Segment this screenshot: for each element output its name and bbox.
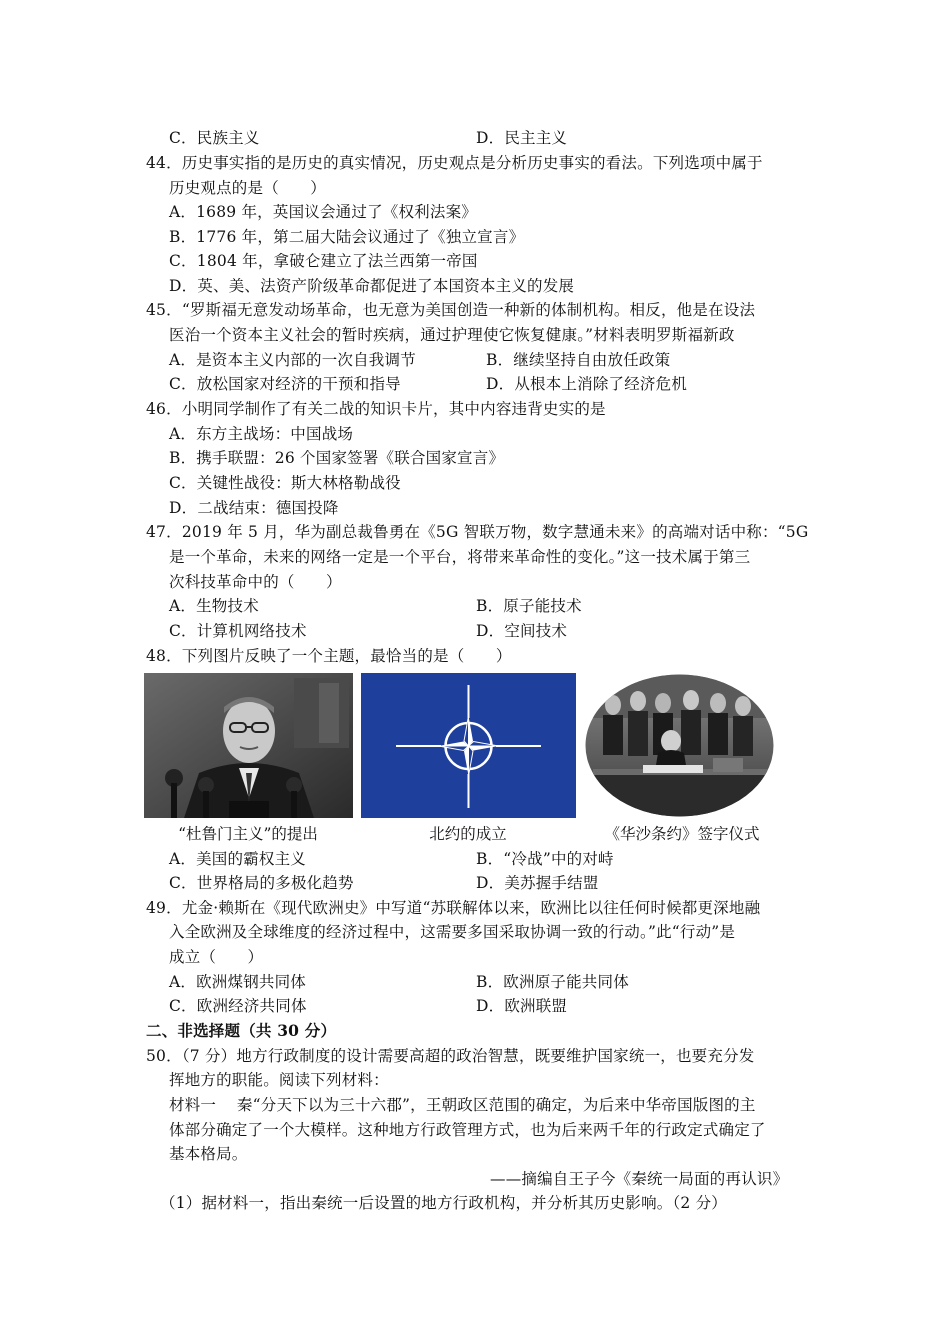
q47-stem: 47．2019 年 5 月，华为副总裁鲁勇在《5G 智联万物，数字慧通未来》的高端对话中称：“5G — [146, 523, 809, 541]
q44-stem: 44．历史事实指的是历史的真实情况，历史观点是分析历史事实的看法。下列选项中属于 — [146, 154, 763, 172]
caption-truman-doctrine: “杜鲁门主义”的提出 — [178, 825, 318, 843]
nato-flag — [361, 673, 576, 818]
q47-option-c: C．计算机网络技术 — [169, 622, 307, 640]
q47-option-a: A．生物技术 — [169, 597, 259, 615]
q47-option-b: B．原子能技术 — [476, 597, 582, 615]
q43-option-d: D．民主主义 — [476, 129, 568, 147]
q49-stem: 49．尤金·赖斯在《现代欧洲史》中写道“苏联解体以来，欧洲比以往任何时候都更深地融 — [146, 899, 761, 917]
q50-source: ——摘编自王子今《秦统一局面的再认识》 — [490, 1170, 789, 1188]
q47-stem-cont: 是一个革命，未来的网络一定是一个平台，将带来革命性的变化。”这一技术属于第三 — [169, 548, 751, 566]
q49-option-d: D．欧洲联盟 — [476, 997, 568, 1015]
q48-option-b: B．“冷战”中的对峙 — [476, 850, 614, 868]
q49-stem-cont2: 成立（ ） — [169, 948, 264, 966]
q45-stem-cont: 医治一个资本主义社会的暂时疾病，通过护理使它恢复健康。”材料表明罗斯福新政 — [169, 326, 735, 344]
q44-stem-cont: 历史观点的是（ ） — [169, 179, 327, 197]
warsaw-pact-photo — [583, 673, 776, 818]
q46-option-b: B．携手联盟：26 个国家签署《联合国家宣言》 — [169, 449, 505, 467]
caption-nato-founding: 北约的成立 — [429, 825, 507, 843]
q50-subquestion-1: （1）据材料一，指出秦统一后设置的地方行政机构，并分析其历史影响。（2 分） — [160, 1194, 728, 1212]
q50-material-1-cont2: 基本格局。 — [169, 1145, 248, 1163]
q48-option-c: C．世界格局的多极化趋势 — [169, 874, 354, 892]
q50-material-1-cont: 体部分确定了一个大模样。这种地方行政管理方式，也为后来两千年的行政定式确定了 — [169, 1121, 766, 1139]
q46-stem: 46．小明同学制作了有关二战的知识卡片，其中内容违背史实的是 — [146, 400, 606, 418]
q48-option-d: D．美苏握手结盟 — [476, 874, 599, 892]
q47-option-d: D．空间技术 — [476, 622, 568, 640]
q50-stem-cont: 挥地方的职能。阅读下列材料： — [169, 1071, 389, 1089]
q45-option-a: A．是资本主义内部的一次自我调节 — [169, 351, 416, 369]
q49-option-a: A．欧洲煤钢共同体 — [169, 973, 306, 991]
q43-option-c: C．民族主义 — [169, 129, 260, 147]
q45-option-c: C．放松国家对经济的干预和指导 — [169, 375, 401, 393]
q46-option-d: D．二战结束：德国投降 — [169, 499, 339, 517]
q45-option-d: D．从根本上消除了经济危机 — [486, 375, 688, 393]
q48-option-a: A．美国的霸权主义 — [169, 850, 306, 868]
q46-option-a: A．东方主战场：中国战场 — [169, 425, 354, 443]
q46-option-c: C．关键性战役：斯大林格勒战役 — [169, 474, 401, 492]
q50-material-1: 材料一 秦“分天下以为三十六郡”，王朝政区范围的确定，为后来中华帝国版图的主 — [169, 1096, 756, 1114]
section-title: 二、非选择题（共 30 分） — [146, 1021, 337, 1040]
truman-photo — [144, 673, 353, 818]
q44-option-c: C．1804 年，拿破仑建立了法兰西第一帝国 — [169, 252, 478, 270]
q44-option-a: A．1689 年，英国议会通过了《权利法案》 — [169, 203, 477, 221]
q49-stem-cont: 入全欧洲及全球维度的经济过程中，这需要多国采取协调一致的行动。”此“行动”是 — [169, 923, 736, 941]
q44-option-b: B．1776 年，第二届大陆会议通过了《独立宣言》 — [169, 228, 525, 246]
q47-stem-cont2: 次科技革命中的（ ） — [169, 573, 342, 591]
q44-option-d: D．英、美、法资产阶级革命都促进了本国资本主义的发展 — [169, 277, 575, 295]
q48-stem: 48．下列图片反映了一个主题，最恰当的是（ ） — [146, 647, 512, 665]
q45-option-b: B．继续坚持自由放任政策 — [486, 351, 671, 369]
q49-option-b: B．欧洲原子能共同体 — [476, 973, 629, 991]
q50-stem: 50．（7 分）地方行政制度的设计需要高超的政治智慧，既要维护国家统一，也要充分发 — [146, 1047, 755, 1065]
q45-stem: 45．“罗斯福无意发动场革命，也无意为美国创造一种新的体制机构。相反，他是在设法 — [146, 301, 756, 319]
caption-warsaw-pact: 《华沙条约》签字仪式 — [604, 825, 760, 843]
q49-option-c: C．欧洲经济共同体 — [169, 997, 307, 1015]
